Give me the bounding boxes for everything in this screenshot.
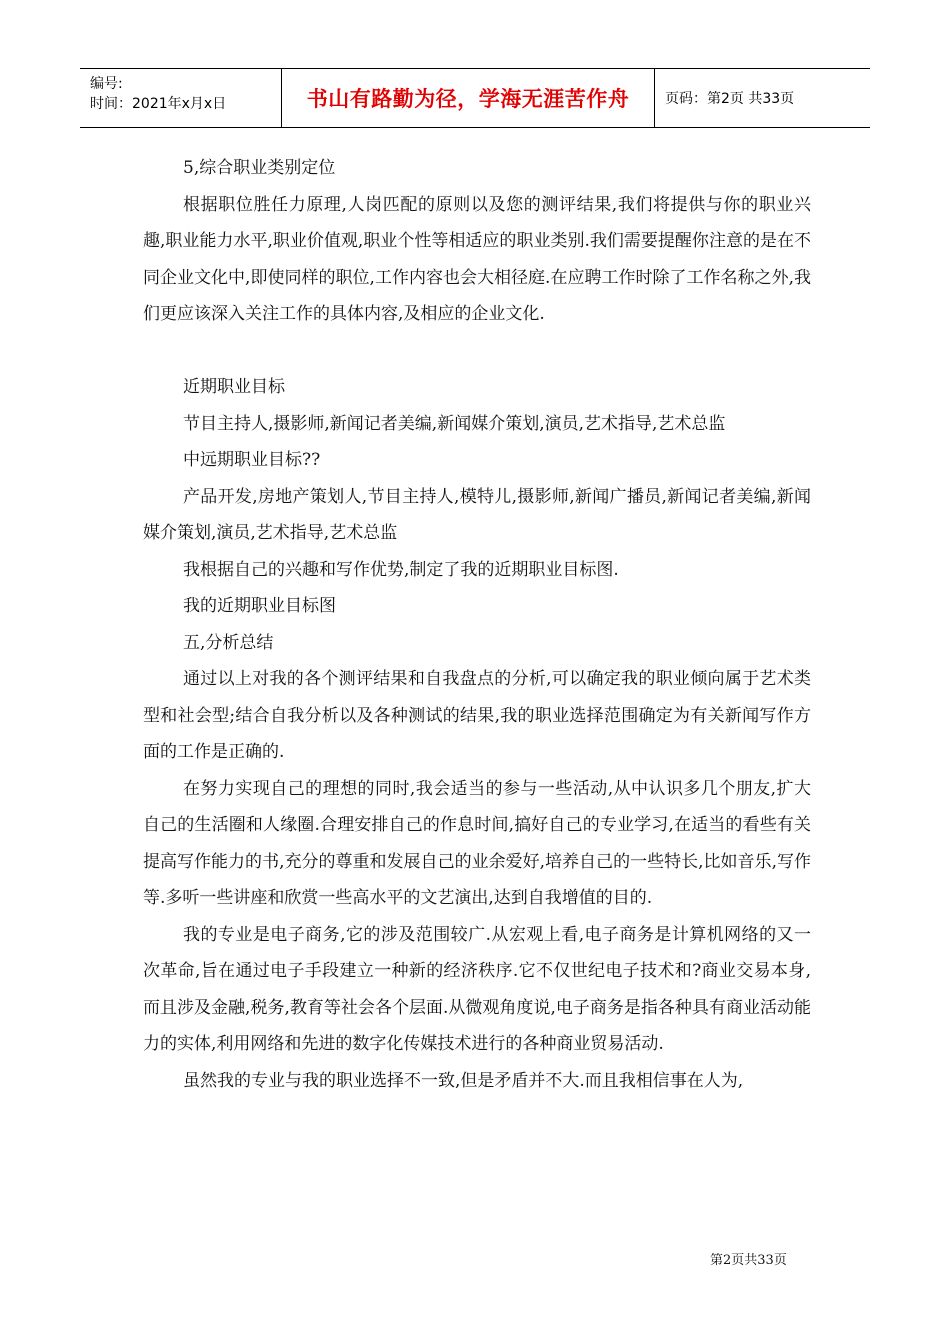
paragraph: 通过以上对我的各个测评结果和自我盘点的分析,可以确定我的职业倾向属于艺术类型和社会型;结合自我分析以及各种测试的结果,我的职业选择范围确定为有关新闻写作方面的工作是正确的. (143, 669, 811, 762)
paragraph: 我的专业是电子商务,它的涉及范围较广.从宏观上看,电子商务是计算机网络的又一次革命,旨在通过电子手段建立一种新的经济秩序.它不仅世纪电子技术和?商业交易本身,而且涉及金融,税务,教育等社会各个层面.从微观角度说,电子商务是指各种具有商业活动能力的实体,利用网络和先进的数字化传媒技术进行的各种商业贸易活动. (143, 924, 811, 1054)
section-heading: 5,综合职业类别定位 (183, 158, 336, 178)
motto-text: 书山有路勤为径，学海无涯苦作舟 (306, 87, 630, 111)
subheading: 近期职业目标 (183, 377, 285, 397)
body-text (143, 150, 811, 1099)
blank-line (143, 333, 811, 370)
header-info-cell (80, 69, 282, 127)
subheading: 我的近期职业目标图 (183, 596, 336, 616)
paragraph: 节目主持人,摄影师,新闻记者美编,新闻媒介策划,演员,艺术指导,艺术总监 (183, 413, 726, 434)
footer-page-label: 第2页共33页 (710, 1253, 787, 1268)
subheading: 中远期职业目标?? (183, 450, 321, 470)
number-label: 编号: (90, 76, 123, 92)
paragraph: 我根据自己的兴趣和写作优势,制定了我的近期职业目标图. (183, 559, 619, 580)
paragraph: 在努力实现自己的理想的同时,我会适当的参与一些活动,从中认识多几个朋友,扩大自己的生活圈和人缘圈.合理安排自己的作息时间,搞好自己的专业学习,在适当的看些有关提高写作能力的书,充分的尊重和发展自己的业余爱好,培养自己的一些特长,比如音乐,写作等.多听一些讲座和欣赏一些高水平的文艺演出,达到自我增值的目的. (143, 778, 811, 908)
paragraph: 虽然我的专业与我的职业选择不一致,但是矛盾并不大.而且我相信事在人为, (183, 1070, 744, 1091)
page-code-text: 页码：第2页 共33页 (665, 91, 795, 107)
page-footer (710, 1249, 787, 1268)
paragraph: 根据职位胜任力原理,人岗匹配的原则以及您的测评结果,我们将提供与你的职业兴趣,职业能力水平,职业价值观,职业个性等相适应的职业类别.我们需要提醒你注意的是在不同企业文化中,即使同样的职位,工作内容也会大相径庭.在应聘工作时除了工作名称之外,我们更应该深入关注工作的具体内容,及相应的企业文化. (143, 194, 811, 324)
paragraph: 产品开发,房地产策划人,节目主持人,模特儿,摄影师,新闻广播员,新闻记者美编,新闻媒介策划,演员,艺术指导,艺术总监 (143, 486, 811, 543)
page-code-cell (655, 69, 870, 127)
section-heading: 五,分析总结 (183, 632, 274, 653)
time-label: 时间：2021年x月x日 (90, 96, 227, 112)
header-table (80, 68, 870, 128)
motto-cell (282, 69, 655, 127)
